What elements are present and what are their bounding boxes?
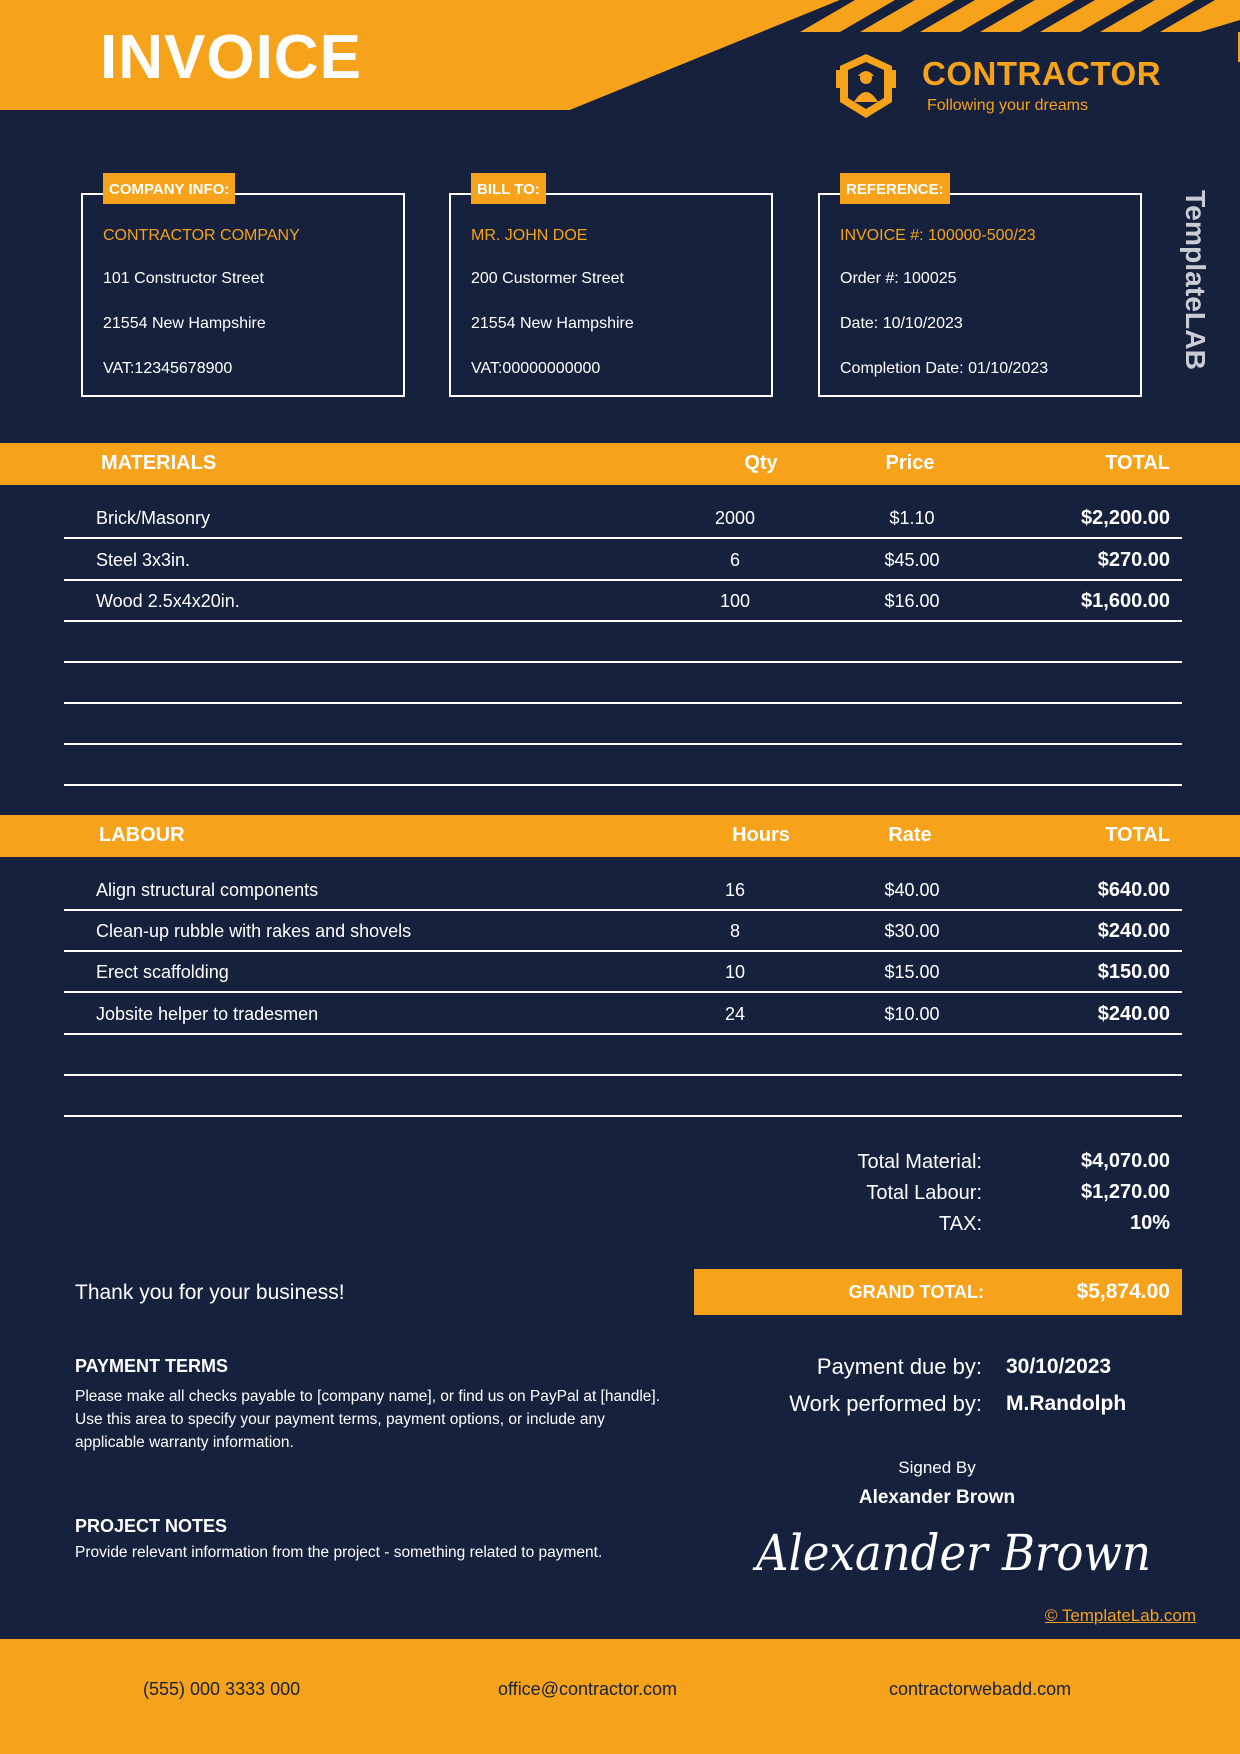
- company-street: 101 Constructor Street: [103, 270, 264, 287]
- page-title: INVOICE: [100, 23, 362, 92]
- row-description: Wood 2.5x4x20in.: [96, 591, 240, 611]
- row-total: $240.00: [1097, 1003, 1170, 1025]
- total-material-label: Total Material:: [857, 1151, 982, 1173]
- row-hours: 10: [724, 962, 746, 982]
- copyright-link[interactable]: © TemplateLab.com: [1044, 1606, 1196, 1625]
- row-total: $640.00: [1097, 879, 1170, 901]
- company-info-box: [81, 181, 405, 397]
- tax-value: 10%: [1129, 1212, 1170, 1234]
- table-row-empty: [64, 745, 1182, 786]
- completion-date: Completion Date: 01/10/2023: [840, 360, 1049, 377]
- contractor-logo-icon: [836, 52, 896, 120]
- materials-header: [0, 443, 1240, 485]
- row-qty: 2000: [714, 508, 756, 528]
- order-number: Order #: 100025: [840, 270, 957, 287]
- payment-due-value: 30/10/2023: [1006, 1355, 1112, 1378]
- materials-col-qty: Qty: [744, 452, 778, 474]
- invoice-number: INVOICE #: 100000-500/23: [840, 227, 1036, 244]
- reference-box: [818, 181, 1142, 397]
- row-total: $150.00: [1097, 961, 1170, 983]
- table-row: [64, 870, 1182, 911]
- project-notes-title: PROJECT NOTES: [75, 1516, 228, 1536]
- materials-col-total: TOTAL: [1105, 452, 1170, 474]
- footer-website[interactable]: contractorwebadd.com: [889, 1679, 1072, 1699]
- row-total: $1,600.00: [1081, 590, 1170, 612]
- total-labour-value: $1,270.00: [1081, 1181, 1170, 1203]
- signer-name: Alexander Brown: [858, 1487, 1016, 1508]
- payment-terms-body: Please make all checks payable to [company name], or find us on PayPal at [handle]. Use this area to specify your payment terms, payment options, or include any applicable warranty information.: [75, 1388, 661, 1451]
- row-hours: 16: [724, 880, 746, 900]
- materials-col-desc: MATERIALS: [101, 452, 217, 474]
- row-description: Clean-up rubble with rakes and shovels: [96, 921, 412, 941]
- company-info-label: COMPANY INFO:: [103, 173, 235, 204]
- row-price: $16.00: [884, 591, 940, 611]
- company-city: 21554 New Hampshire: [103, 315, 266, 332]
- row-description: Align structural components: [96, 880, 319, 900]
- client-vat: VAT:00000000000: [471, 360, 601, 377]
- client-name: MR. JOHN DOE: [471, 227, 588, 244]
- client-street: 200 Custormer Street: [471, 270, 624, 287]
- table-row: [64, 994, 1182, 1035]
- row-total: $240.00: [1097, 920, 1170, 942]
- table-row-empty: [64, 704, 1182, 745]
- row-total: $270.00: [1097, 549, 1170, 571]
- labour-col-desc: LABOUR: [99, 824, 185, 846]
- total-material-value: $4,070.00: [1081, 1150, 1170, 1172]
- tax-label: TAX:: [939, 1213, 982, 1235]
- handwritten-signature: [752, 1518, 1156, 1588]
- materials-col-price: Price: [885, 452, 935, 474]
- table-row-empty: [64, 663, 1182, 704]
- footer-phone: (555) 000 3333 000: [143, 1679, 301, 1699]
- table-row: [64, 540, 1182, 581]
- labour-col-hours: Hours: [732, 824, 790, 846]
- row-rate: $15.00: [884, 962, 940, 982]
- reference-label: REFERENCE:: [840, 173, 950, 204]
- invoice-date: Date: 10/10/2023: [840, 315, 963, 332]
- row-rate: $30.00: [884, 921, 940, 941]
- row-hours: 8: [729, 921, 740, 941]
- table-row-empty: [64, 1035, 1182, 1076]
- grand-total-bar: [694, 1269, 1182, 1315]
- row-description: Erect scaffolding: [96, 962, 229, 982]
- grand-total-value: $5,874.00: [1076, 1280, 1170, 1303]
- labour-col-rate: Rate: [888, 824, 932, 846]
- table-row: [64, 581, 1182, 622]
- project-notes-body: Provide relevant information from the project - something related to payment.: [75, 1544, 603, 1561]
- footer-bar: [0, 1639, 1240, 1754]
- table-row-empty: [64, 1076, 1182, 1117]
- row-rate: $10.00: [884, 1004, 940, 1024]
- labour-header: [0, 815, 1240, 857]
- table-row: [64, 498, 1182, 539]
- table-row: [64, 952, 1182, 993]
- row-qty: 100: [719, 591, 751, 611]
- footer-email[interactable]: office@contractor.com: [498, 1679, 678, 1699]
- company-vat: VAT:12345678900: [103, 360, 233, 377]
- signed-by-label: Signed By: [898, 1458, 976, 1477]
- templatelab-watermark: [1160, 190, 1211, 375]
- row-description: Steel 3x3in.: [96, 550, 191, 570]
- row-rate: $40.00: [884, 880, 940, 900]
- row-description: Brick/Masonry: [96, 508, 211, 528]
- payment-due-label: Payment due by:: [816, 1354, 982, 1379]
- client-city: 21554 New Hampshire: [471, 315, 634, 332]
- thank-you-message: Thank you for your business!: [75, 1281, 345, 1304]
- labour-col-total: TOTAL: [1105, 824, 1170, 846]
- row-hours: 24: [724, 1004, 746, 1024]
- svg-text:TemplateLAB: TemplateLAB: [1180, 190, 1211, 369]
- row-total: $2,200.00: [1081, 507, 1170, 529]
- company-name: CONTRACTOR COMPANY: [103, 227, 300, 244]
- grand-total-label: GRAND TOTAL:: [848, 1282, 984, 1302]
- total-labour-label: Total Labour:: [866, 1182, 982, 1204]
- row-description: Jobsite helper to tradesmen: [96, 1004, 319, 1024]
- row-price: $45.00: [884, 550, 940, 570]
- table-row-empty: [64, 622, 1182, 663]
- payment-terms-title: PAYMENT TERMS: [75, 1356, 229, 1376]
- row-price: $1.10: [889, 508, 935, 528]
- row-qty: 6: [729, 550, 740, 570]
- bill-to-box: [449, 181, 773, 397]
- bill-to-label: BILL TO:: [471, 173, 546, 204]
- brand-tagline: Following your dreams: [927, 97, 1088, 114]
- brand-name: CONTRACTOR: [922, 55, 1162, 92]
- work-performed-value: M.Randolph: [1006, 1392, 1127, 1415]
- table-row: [64, 911, 1182, 952]
- svg-text:Alexander Brown: Alexander Brown: [752, 1524, 1151, 1582]
- work-performed-label: Work performed by:: [789, 1391, 982, 1416]
